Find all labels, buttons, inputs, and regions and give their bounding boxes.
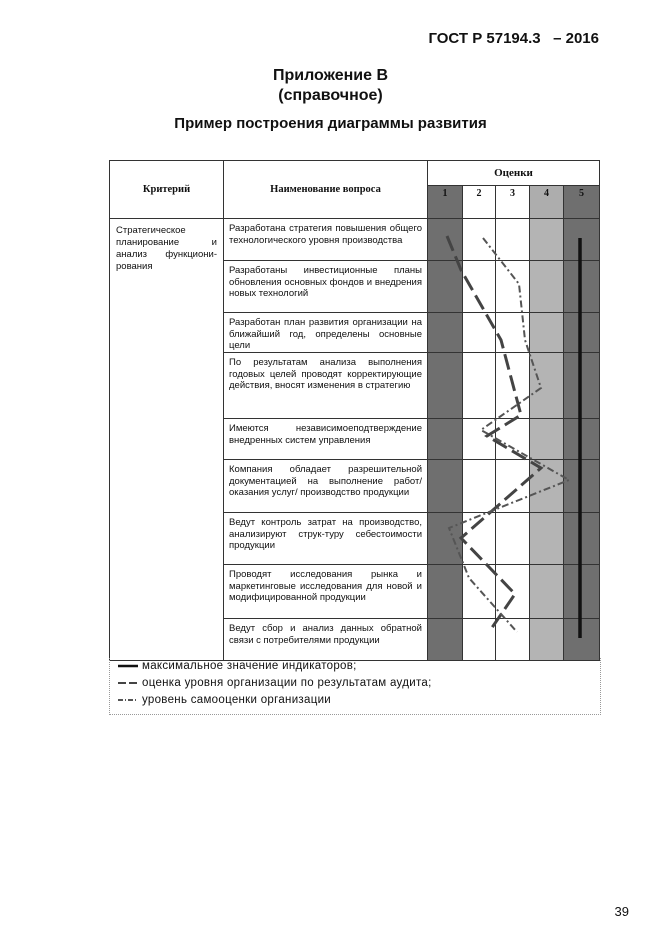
question-row: Ведут сбор и анализ данных обратной связи с потребителями продукции [224, 619, 428, 661]
score-number-1: 1 [428, 186, 463, 219]
legend-item-audit: оценка уровня организации по результатам аудита; [142, 677, 432, 689]
page-number: 39 [614, 904, 629, 919]
audit-score-line [447, 236, 541, 632]
document-code: ГОСТ Р 57194.3 – 2016 [428, 30, 599, 47]
legend-item-max: максимальное значение индикаторов; [142, 660, 357, 672]
appendix-kind: (справочное) [278, 87, 383, 104]
score-number-2: 2 [463, 186, 496, 219]
question-row: Разработан план развития организации на ближайший год, определены основные цели [224, 313, 428, 353]
question-row: По результатам анализа выполнения годовых целей проводят корректирующие действия, вносят изменения в стратегию [224, 353, 428, 419]
self-assessment-line [449, 238, 569, 632]
appendix-description: Пример построения диаграммы развития [174, 115, 487, 132]
question-row: Разработаны инвестиционные планы обновления основных фондов и внедрения новых технологий [224, 261, 428, 313]
appendix-title: Приложение В [272, 67, 389, 84]
legend [109, 658, 601, 715]
question-row: Имеются независимоеподтверждение внедренных систем управления [224, 419, 428, 460]
question-column-header: Наименование вопроса [224, 161, 428, 219]
legend-item-self: уровень самооценки организации [142, 694, 332, 706]
question-row: Компания обладает разрешительной документацией на выполнение работ/оказания услуг/ производство продукции [224, 460, 428, 513]
question-row: Разработана стратегия повышения общего технологического уровня производства [224, 219, 428, 261]
criterion-cell: Стратегическое планирование и анализ функциони-рования [110, 219, 224, 661]
score-number-4: 4 [530, 186, 564, 219]
score-number-3: 3 [496, 186, 530, 219]
scores-column-header: Оценки [428, 161, 600, 186]
score-number-5: 5 [564, 186, 600, 219]
profile-lines-overlay [109, 160, 599, 656]
question-row: Проводят исследования рынка и маркетинговые исследования для новой и модифицированной продукции [224, 565, 428, 619]
question-row: Ведут контроль затрат на производство, анализируют струк-туру себестоимости продукции [224, 513, 428, 565]
criterion-column-header: Критерий [110, 161, 224, 219]
title-block [0, 66, 661, 134]
